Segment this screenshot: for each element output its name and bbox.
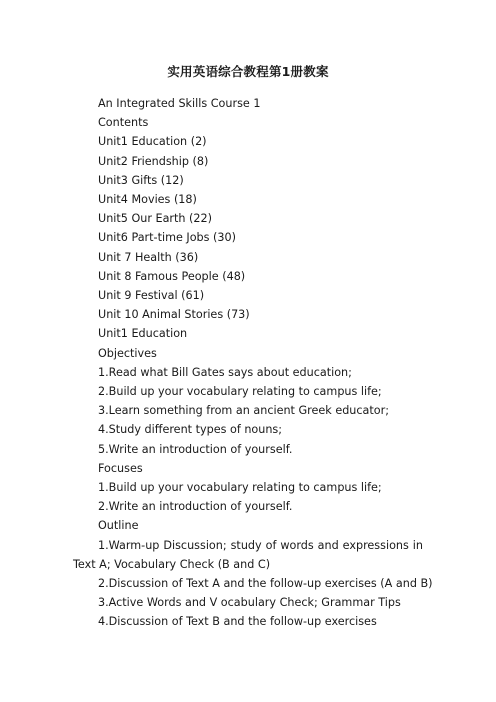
focus-item: 1.Build up your vocabulary relating to campus life; xyxy=(98,481,382,495)
contents-item: Unit3 Gifts (12) xyxy=(98,173,184,187)
contents-item: Unit 10 Animal Stories (73) xyxy=(98,308,250,322)
contents-item: Unit4 Movies (18) xyxy=(98,193,197,207)
contents-item: Unit2 Friendship (8) xyxy=(98,154,209,168)
objective-item: 4.Study different types of nouns; xyxy=(98,423,283,437)
contents-item: Unit1 Education (2) xyxy=(98,135,207,149)
outline-item: 1.Warm-up Discussion; study of words and expressions in Text A; Vocabulary Check (B and C) xyxy=(73,538,423,571)
contents-item: Unit6 Part-time Jobs (30) xyxy=(98,231,236,245)
objective-item: 5.Write an introduction of yourself. xyxy=(98,442,293,456)
contents-item: Unit 8 Famous People (48) xyxy=(98,269,246,283)
contents-item: Unit5 Our Earth (22) xyxy=(98,212,213,226)
outline-item: 4.Discussion of Text B and the follow-up exercises xyxy=(98,615,377,629)
outline-heading: Outline xyxy=(98,519,139,533)
unit-heading: Unit1 Education xyxy=(98,327,188,341)
document-title: 实用英语综合教程第1册教案 xyxy=(167,64,329,79)
document-body xyxy=(73,94,433,632)
focuses-heading: Focuses xyxy=(98,461,143,475)
objectives-heading: Objectives xyxy=(98,346,157,360)
course-name: An Integrated Skills Course 1 xyxy=(98,97,261,110)
objective-item: 3.Learn something from an ancient Greek educator; xyxy=(98,404,390,418)
outline-item: 3.Active Words and V ocabulary Check; Grammar Tips xyxy=(98,596,401,610)
objective-item: 1.Read what Bill Gates says about education; xyxy=(98,365,352,379)
objective-item: 2.Build up your vocabulary relating to campus life; xyxy=(98,385,382,399)
outline-item: 2.Discussion of Text A and the follow-up exercises (A and B) xyxy=(98,577,433,591)
focus-item: 2.Write an introduction of yourself. xyxy=(98,500,293,514)
contents-heading: Contents xyxy=(98,116,149,130)
contents-item: Unit 9 Festival (61) xyxy=(98,289,205,303)
contents-item: Unit 7 Health (36) xyxy=(98,250,199,264)
